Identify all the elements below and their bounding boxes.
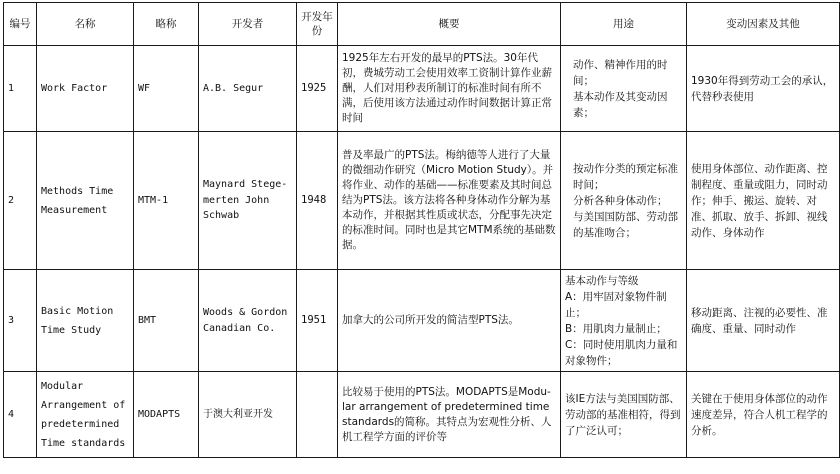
usage-line: 该IE方法与美国国防部、劳动部的基准相符，得到了广泛认可； [565, 392, 681, 437]
table-header-row [4, 3, 840, 46]
cell-summary: 普及率最广的PTS法。梅纳德等人进行了大量的微细动作研究（Micro Motion Study）。并将作业、动作的基础——标准要素及其时间总结为PTS法。该方法将各种身体动作分解为基本动作，并根据其性质或状态，分配事先决定的标准时间。同时也是其它MTM系统的基础数据。 [338, 132, 561, 270]
header-number: 编号 [4, 3, 37, 46]
cell-factors: 移动距离、注视的必要性、准确度、重量、同时动作 [687, 270, 840, 372]
cell-abbr: MODAPTS [134, 372, 199, 458]
cell-summary: 比较易于使用的PTS法。MODAPTS是Modu-lar arrangement of predetermined time standards的简称。其特点为宏观性分析、人机工程学方面的评价等 [338, 372, 561, 458]
cell-year [297, 372, 338, 458]
cell-abbr: WF [134, 46, 199, 132]
usage-line: 按动作分类的预定标准时间； [573, 162, 678, 191]
table-row [4, 372, 840, 458]
usage-line: 分析各种身体动作； [573, 194, 668, 207]
header-year: 开发年份 [297, 3, 338, 46]
header-abbr: 略称 [134, 3, 199, 46]
usage-line: C：同时使用肌肉力量和对象物件； [565, 338, 678, 367]
cell-usage [561, 46, 687, 132]
table-row [4, 270, 840, 372]
cell-developer: A.B. Segur [199, 46, 297, 132]
cell-summary: 1925年左右开发的最早的PTS法。30年代初，费城劳动工会使用效率工资制计算作业薪酬，人们对用秒表所制订的标准时间有所不满，后使用该方法通过动作时间数据计算正常时间 [338, 46, 561, 132]
usage-line: A：用牢固对象物件制止； [565, 290, 667, 319]
header-name: 名称 [37, 3, 134, 46]
header-usage: 用途 [561, 3, 687, 46]
cell-developer: 于澳大利亚开发 [199, 372, 297, 458]
cell-developer: Maynard Stege-merten John Schwab [199, 132, 297, 270]
cell-abbr: BMT [134, 270, 199, 372]
cell-factors: 关键在于使用身体部位的动作速度差异，符合人机工程学的分析。 [687, 372, 840, 458]
usage-line: 基本动作与等级 [565, 274, 639, 287]
cell-factors: 1930年得到劳动工会的承认，代替秒表使用 [687, 46, 840, 132]
cell-abbr: MTM-1 [134, 132, 199, 270]
cell-name: Methods Time Measurement [37, 132, 134, 270]
cell-usage [561, 270, 687, 372]
cell-year: 1948 [297, 132, 338, 270]
pts-methods-table [3, 2, 840, 458]
cell-name: Modular Arrangement of predetermined Time standards [37, 372, 134, 458]
header-summary: 概要 [338, 3, 561, 46]
cell-year: 1951 [297, 270, 338, 372]
cell-number: 2 [4, 132, 37, 270]
cell-name: Basic Motion Time Study [37, 270, 134, 372]
cell-number: 3 [4, 270, 37, 372]
cell-name: Work Factor [37, 46, 134, 132]
cell-factors: 使用身体部位、动作距离、控制程度、重量或阻力，同时动作；伸手、搬运、旋转、对准、抓取、放手、拆卸、视线动作、身体动作 [687, 132, 840, 270]
usage-line: B：用肌肉力量制止； [565, 322, 667, 335]
cell-usage [561, 372, 687, 458]
usage-line: 与美国国防部、劳动部的基准吻合； [573, 210, 678, 239]
table-row [4, 46, 840, 132]
usage-line: 动作、精神作用的时间； [573, 58, 668, 87]
cell-number: 4 [4, 372, 37, 458]
header-developer: 开发者 [199, 3, 297, 46]
cell-number: 1 [4, 46, 37, 132]
table-row [4, 132, 840, 270]
header-factors: 变动因素及其他 [687, 3, 840, 46]
cell-summary: 加拿大的公司所开发的简洁型PTS法。 [338, 270, 561, 372]
usage-line: 基本动作及其变动因素； [573, 90, 668, 119]
cell-usage [561, 132, 687, 270]
cell-year: 1925 [297, 46, 338, 132]
cell-developer: Woods & Gordon Canadian Co. [199, 270, 297, 372]
